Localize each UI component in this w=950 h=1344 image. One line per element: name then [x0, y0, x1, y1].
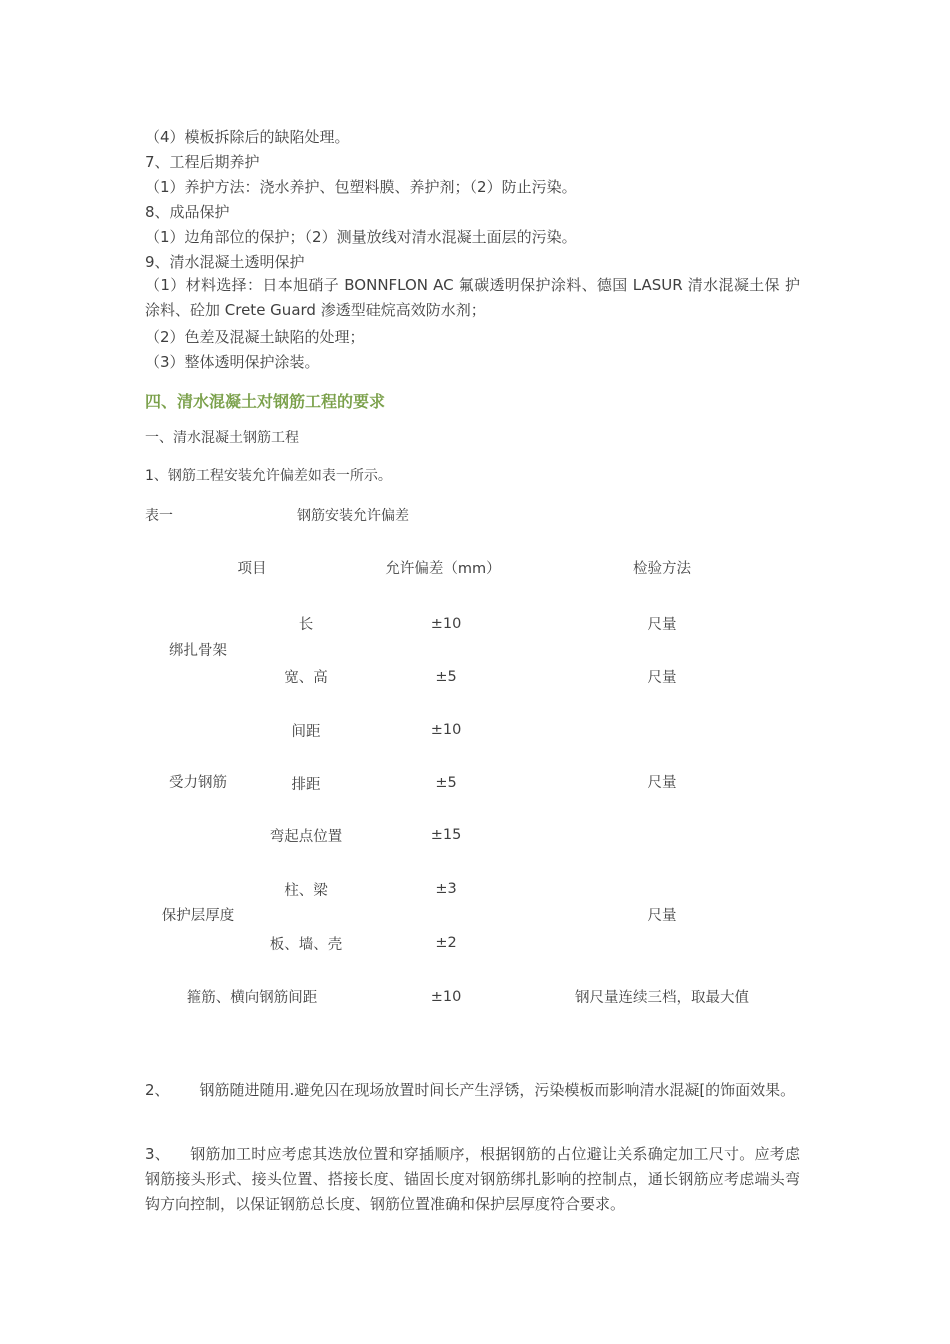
table-cell: 尺量: [647, 617, 677, 633]
table-cell: 钢尺量连续三档，取最大值: [575, 990, 749, 1006]
point-number: 3、: [145, 1145, 171, 1163]
point-2: [145, 1078, 800, 1103]
table-cell: 板、墙、壳: [269, 937, 343, 953]
table-label: 表一: [145, 508, 173, 524]
table-header: 检验方法: [633, 561, 691, 577]
table-cell: 尺量: [647, 775, 677, 791]
text-line: 9、清水混凝土透明保护: [145, 253, 305, 271]
table-cell: ±10: [430, 989, 462, 1005]
point-number: 2、: [145, 1081, 170, 1099]
table-cell: 排距: [291, 777, 321, 793]
sub-heading: 一、清水混凝土钢筋工程: [145, 430, 299, 446]
table-cell: ±2: [435, 935, 457, 951]
text-line: 8、成品保护: [145, 203, 230, 221]
table-intro: 1、钢筋工程安装允许偏差如表一所示。: [145, 468, 392, 484]
table-title: 钢筋安装允许偏差: [297, 508, 409, 524]
text-line: （1）边角部位的保护；（2）测量放线对清水混凝土面层的污染。: [145, 228, 577, 246]
table-cell: 尺量: [647, 908, 677, 924]
table-cell: 间距: [291, 724, 321, 740]
table-cell: ±5: [435, 775, 457, 791]
table-group: 保护层厚度: [161, 908, 235, 924]
text-line: （3）整体透明保护涂装。: [145, 353, 320, 371]
point-text: 钢筋随进随用.避免囚在现场放置时间长产生浮锈，污染模板而影响清水混凝[的饰面效果。: [199, 1081, 796, 1099]
table-cell: 尺量: [647, 670, 677, 686]
table-group: 绑扎骨架: [169, 643, 227, 659]
point-3: [145, 1142, 800, 1217]
table-cell: ±5: [435, 669, 457, 685]
table-header: 允许偏差（mm）: [385, 561, 501, 577]
table-cell: 弯起点位置: [269, 829, 343, 845]
table-header: 项目: [237, 561, 267, 577]
table-cell: 长: [298, 617, 314, 633]
table-cell: ±10: [430, 616, 462, 632]
table-cell: 宽、高: [284, 670, 328, 686]
material-paragraph: （1）材料选择：日本旭硝子 BONNFLON AC 氟碳透明保护涂料、德国 LASUR 清水混凝土保 护涂料、砼加 Crete Guard 渗透型硅烷高效防水剂；: [145, 276, 800, 319]
section-heading: 四、清水混凝土对钢筋工程的要求: [145, 392, 386, 411]
point-text: 钢筋加工时应考虑其迭放位置和穿插顺序，根据钢筋的占位避让关系确定加工尺寸。应考虑钢筋接头形式、接头位置、搭接长度、锚固长度对钢筋绑扎影响的控制点，通长钢筋应考虑端头弯钩方向控制，以保证钢筋总长度、钢筋位置准确和保护层厚度符合要求。: [145, 1145, 800, 1213]
table-group: 受力钢筋: [169, 775, 227, 791]
table-cell: ±3: [435, 881, 457, 897]
table-cell: 箍筋、横向钢筋间距: [186, 990, 318, 1006]
text-line: （4）模板拆除后的缺陷处理。: [145, 128, 350, 146]
text-line: （2）色差及混凝土缺陷的处理；: [145, 328, 365, 346]
text-line: （1）养护方法：浇水养护、包塑料膜、养护剂；（2）防止污染。: [145, 178, 577, 196]
text-line: 7、工程后期养护: [145, 153, 260, 171]
table-cell: 柱、梁: [284, 883, 328, 899]
table-cell: ±15: [430, 827, 462, 843]
table-cell: ±10: [430, 722, 462, 738]
